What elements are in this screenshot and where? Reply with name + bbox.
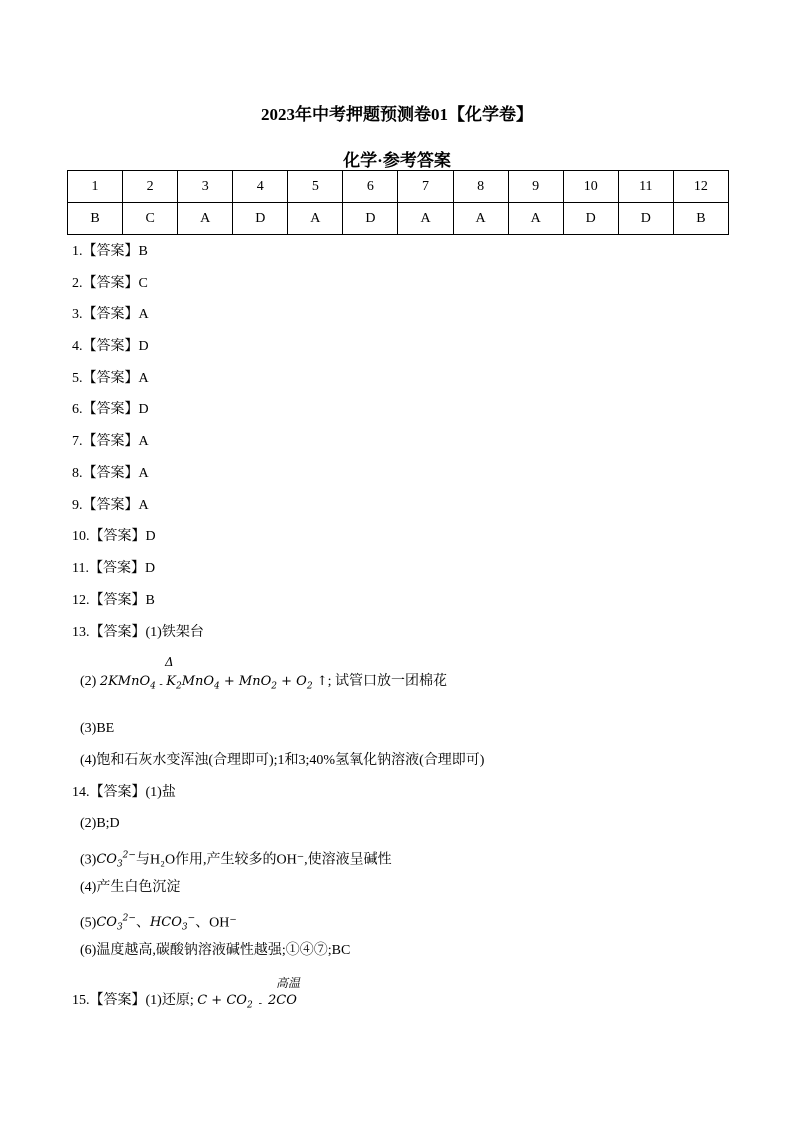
q14-part5: $(5)CO_3^{2-}$、$HCO_3^-$、OH⁻ [80, 914, 237, 933]
q13-part2-equation: (2) 2KMnO$_4$ - $K_2MnO_4 + MnO_2 + O_2$ ↑; 试管口放一团棉花 [80, 674, 447, 692]
table-cell: A [398, 203, 453, 235]
answer-line: 5.【答案】A [72, 371, 149, 386]
table-cell: D [563, 203, 618, 235]
table-cell: A [508, 203, 563, 235]
table-cell: A [288, 203, 343, 235]
q13-part3: (3)BE [80, 721, 115, 736]
answer-line: 3.【答案】A [72, 307, 149, 322]
table-cell: 5 [288, 171, 343, 203]
table-cell: 1 [68, 171, 123, 203]
answer-line: 4.【答案】D [72, 339, 149, 354]
answer-line: 9.【答案】A [72, 498, 149, 513]
table-cell: A [453, 203, 508, 235]
table-cell: B [673, 203, 728, 235]
answer-line: 1.【答案】B [72, 244, 148, 259]
question-number-row [68, 171, 729, 203]
table-cell: C [123, 203, 178, 235]
q13-part4: (4)饱和石灰水变浑浊(合理即可);1和3;40%氢氧化钠溶液(合理即可) [80, 753, 485, 768]
answer-line: 11.【答案】D [72, 561, 156, 576]
table-cell: D [233, 203, 288, 235]
reaction-condition: Δ [165, 655, 174, 669]
section-subtitle: 化学·参考答案 [343, 151, 451, 170]
answer-line: 10.【答案】D [72, 529, 156, 544]
q14-part6: (6)温度越高,碳酸钠溶液碱性越强;①④⑦;BC [80, 943, 351, 958]
table-cell: 9 [508, 171, 563, 203]
table-cell: D [343, 203, 398, 235]
answer-line: 12.【答案】B [72, 593, 155, 608]
table-cell: A [178, 203, 233, 235]
table-cell: 2 [123, 171, 178, 203]
answer-line: 7.【答案】A [72, 434, 149, 449]
answer-line: 8.【答案】A [72, 466, 149, 481]
q15-part1: 15.【答案】(1)还原; $C + CO_2 - 2CO$ [72, 993, 297, 1011]
table-cell: 6 [343, 171, 398, 203]
table-cell: D [618, 203, 673, 235]
table-cell: 12 [673, 171, 728, 203]
q14-part2: (2)B;D [80, 816, 120, 831]
table-cell: 3 [178, 171, 233, 203]
table-cell: 7 [398, 171, 453, 203]
answer-line: 6.【答案】D [72, 402, 149, 417]
table-cell: 4 [233, 171, 288, 203]
q13-part1: 13.【答案】(1)铁架台 [72, 625, 204, 640]
answer-table [67, 170, 729, 235]
q14-part1: 14.【答案】(1)盐 [72, 785, 176, 800]
q14-part4: (4)产生白色沉淀 [80, 880, 181, 895]
answer-line: 2.【答案】C [72, 276, 148, 291]
page-title: 2023年中考押题预测卷01【化学卷】 [261, 105, 533, 124]
table-cell: 8 [453, 171, 508, 203]
table-cell: B [68, 203, 123, 235]
table-cell: 10 [563, 171, 618, 203]
q14-part3: $(3)CO_3^{2-}$与H₂O作用,产生较多的OH⁻,使溶液呈碱性 [80, 851, 392, 870]
reaction-condition: 高温 [276, 976, 301, 990]
answer-row [68, 203, 729, 235]
table-cell: 11 [618, 171, 673, 203]
